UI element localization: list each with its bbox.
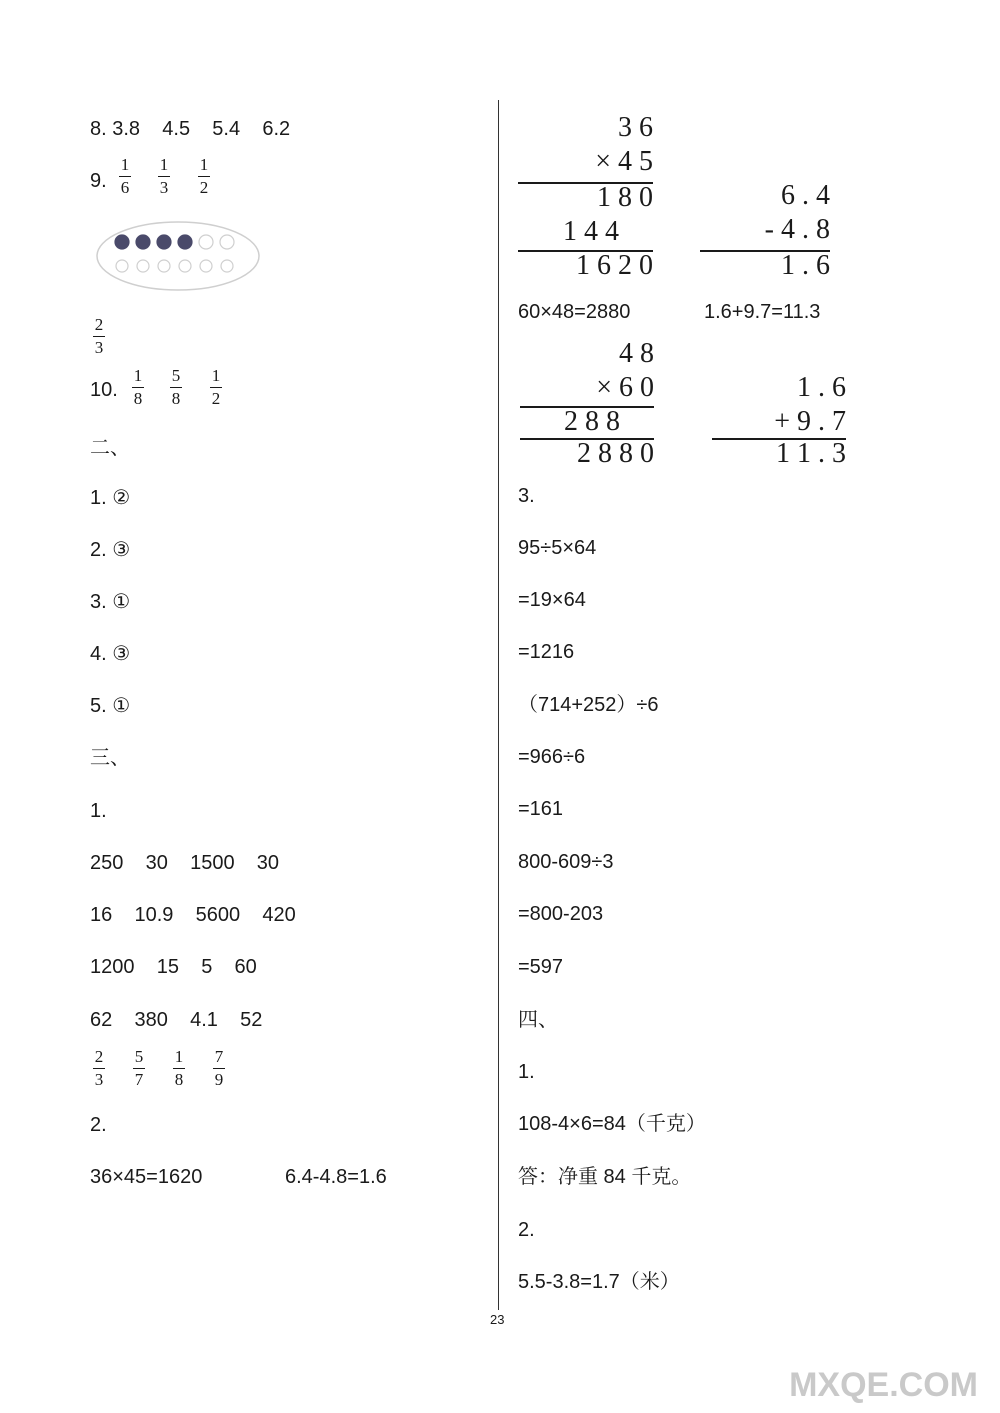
vertical-addition [712, 372, 846, 477]
vertical-multiplication [518, 112, 653, 282]
fraction: 1 8 [133, 366, 143, 408]
circles-figure [95, 218, 265, 294]
operand: 6 . 4 [781, 180, 830, 211]
calc-line: 95÷5×64 [518, 537, 597, 559]
operand: 4 8 [619, 338, 654, 369]
equation: 36×45=1620 [90, 1166, 203, 1188]
section-3-heading: 三、 [90, 747, 130, 769]
calc-line: =597 [518, 956, 564, 978]
partial-product: 1 8 0 [597, 182, 653, 213]
equation: 5.5-3.8=1.7（米） [518, 1271, 680, 1293]
sec3-row: 16 10.9 5600 420 [90, 904, 296, 926]
column-divider [498, 100, 499, 1310]
product: 1 6 2 0 [576, 250, 653, 281]
q3-label: 3. [518, 485, 535, 507]
calc-line: =1216 [518, 641, 575, 663]
fraction: 7 9 [214, 1047, 224, 1089]
operand: × 6 0 [596, 372, 654, 403]
sec2-item: 5. ① [90, 695, 131, 717]
empty-circle [158, 260, 170, 272]
vertical-subtraction [700, 180, 830, 285]
sec2-item: 4. ③ [90, 643, 131, 665]
section-2-heading: 二、 [90, 437, 130, 459]
empty-circle [220, 235, 234, 249]
sec3-q2-label: 2. [90, 1114, 107, 1136]
calc-line: =800-203 [518, 903, 604, 925]
sec2-item: 1. ② [90, 487, 131, 509]
fraction: 5 7 [134, 1047, 144, 1089]
sec4-q1-label: 1. [518, 1061, 535, 1083]
equation: 60×48=2880 [518, 301, 631, 323]
sec3-q1-label: 1. [90, 800, 107, 822]
fraction: 1 3 [159, 155, 169, 197]
difference: 1 . 6 [781, 250, 830, 281]
operand: 1 . 6 [797, 372, 846, 403]
operand: - 4 . 8 [764, 214, 830, 245]
empty-circle [179, 260, 191, 272]
operand: × 4 5 [595, 146, 653, 177]
q9-label: 9. [90, 170, 107, 192]
calc-line: =966÷6 [518, 746, 586, 768]
q8-line: 8. 3.8 4.5 5.4 6.2 [90, 118, 291, 140]
sec3-row: 1200 15 5 60 [90, 956, 257, 978]
sec2-item: 3. ① [90, 591, 131, 613]
empty-circle [221, 260, 233, 272]
sec2-item: 2. ③ [90, 539, 131, 561]
vertical-multiplication [520, 338, 654, 473]
partial-product: 1 4 4 [563, 216, 619, 247]
sec3-row: 250 30 1500 30 [90, 852, 280, 874]
empty-circle [199, 235, 213, 249]
empty-circle [200, 260, 212, 272]
fraction: 1 6 [120, 155, 130, 197]
filled-circle [178, 235, 192, 249]
equation: 108-4×6=84（千克） [518, 1113, 706, 1135]
filled-circle [136, 235, 150, 249]
filled-circle [115, 235, 129, 249]
calc-line: （714+252）÷6 [518, 694, 659, 716]
sec3-row: 62 380 4.1 52 [90, 1009, 263, 1031]
equation: 6.4-4.8=1.6 [285, 1166, 387, 1188]
fraction: 1 2 [199, 155, 209, 197]
q10-label: 10. [90, 379, 118, 401]
answer-line: 答：净重 84 千克。 [518, 1166, 692, 1188]
calc-line: =161 [518, 798, 564, 820]
fraction: 5 8 [171, 366, 181, 408]
operand: + 9 . 7 [774, 406, 846, 437]
fraction: 1 2 [211, 366, 221, 408]
fraction: 2 3 [94, 1047, 104, 1089]
section-4-heading: 四、 [518, 1009, 558, 1031]
operand: 3 6 [618, 112, 653, 143]
partial-product: 2 8 8 [564, 406, 620, 437]
watermark: MXQE.COM [789, 1366, 978, 1404]
calc-line: 800-609÷3 [518, 851, 614, 873]
fraction: 2 3 [94, 315, 104, 357]
calc-line: =19×64 [518, 589, 586, 611]
empty-circle [137, 260, 149, 272]
equation: 1.6+9.7=11.3 [704, 301, 821, 323]
empty-circle [116, 260, 128, 272]
page-number: 23 [490, 1312, 505, 1327]
filled-circle [157, 235, 171, 249]
sec4-q2-label: 2. [518, 1219, 535, 1241]
sum: 1 1 . 3 [776, 438, 846, 469]
fraction: 1 8 [174, 1047, 184, 1089]
product: 2 8 8 0 [577, 438, 654, 469]
